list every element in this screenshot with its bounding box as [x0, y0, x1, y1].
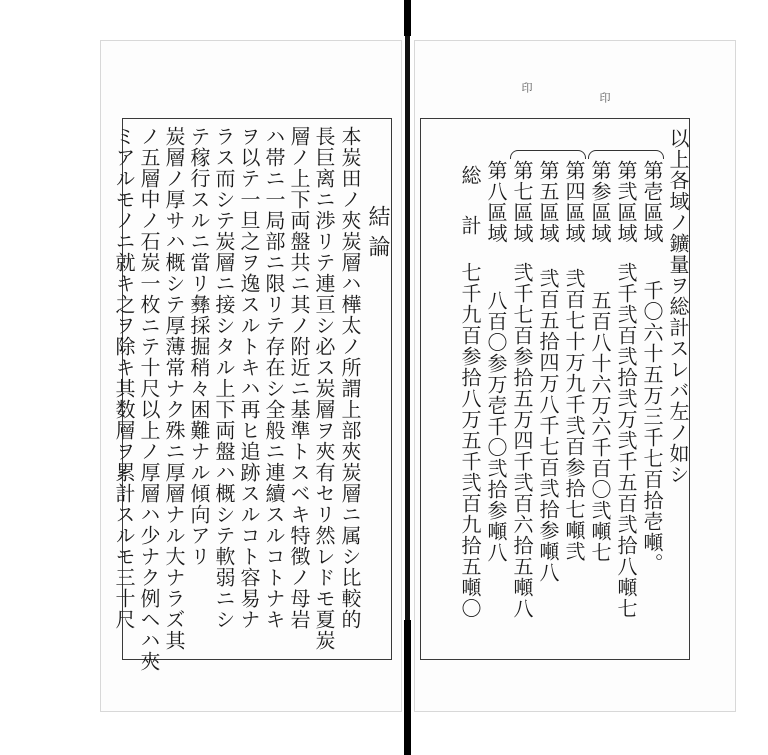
binding-top-mark — [404, 0, 411, 36]
region-value: 弐百五拾四万八千七百弐拾参噸八 — [536, 268, 560, 583]
conclusion-line-9: ノ五層中ノ石炭一枚ニテ十尺以上ノ厚層ハ少ナク例ヘハ夾 — [137, 126, 161, 672]
seal-stamp: 印 — [520, 82, 533, 93]
region-label: 第壱區域 — [640, 160, 664, 244]
region-label: 第五區域 — [536, 160, 560, 244]
conclusion-line-5: ヲ以テ一旦之ヲ逸スルトキハ再ヒ追跡スルコト容易ナ — [237, 126, 261, 630]
region-value: 千〇六十五万三千七百拾壱噸。 — [640, 280, 664, 574]
conclusion-line-10: ミアルモノニ就キ之ヲ除キ其数層ヲ累計スルモ三十尺 — [112, 126, 136, 630]
region-value: 五百八十六万六千百〇弐噸七 — [588, 290, 612, 563]
summary-intro: 以上各域ノ鑛量ヲ総計スレバ左ノ如シ — [666, 128, 690, 485]
region-label: 第八區域 — [484, 160, 508, 244]
seal-stamp: 印 — [598, 92, 611, 103]
region-label: 第七區域 — [510, 160, 534, 244]
conclusion-line-3: 層ノ上下両盤共ニ其ノ附近ニ基準トスベキ特徴ノ母岩 — [287, 126, 311, 630]
total-value: 七千九百参拾八万五千弐百九拾五噸〇 — [458, 262, 482, 619]
total-label: 総計 — [458, 165, 482, 265]
region-group-brace — [510, 150, 586, 159]
conclusion-line-2: 長巨离ニ渉リテ連亘シ必ス炭層ヲ夾有セリ然レドモ夏炭 — [312, 126, 336, 651]
region-group-brace — [588, 150, 664, 159]
conclusion-line-7: テ稼行スルニ當リ彝採掘稍々困難ナル傾向アリ — [187, 126, 211, 567]
conclusion-line-6: ラス而シテ炭層ニ接シタル上下両盤ハ概シテ軟弱ニシ — [212, 126, 236, 630]
region-value: 弐百七十万九千弐百参拾七噸弐 — [562, 268, 586, 562]
region-label: 第四區域 — [562, 160, 586, 244]
region-label: 第参區域 — [588, 160, 612, 244]
binding-bottom-mark — [404, 620, 411, 755]
region-value: 八百〇参万壱千〇弐拾参噸八 — [484, 290, 508, 563]
region-value: 弐千弐百弐拾弐万弐千五百弐拾八噸七 — [614, 262, 638, 619]
region-label: 第弐區域 — [614, 160, 638, 244]
conclusion-line-4: ハ帯ニ一局部ニ限リテ存在シ全般ニ連續スルコトナキ — [262, 126, 286, 630]
conclusion-line-1: 本炭田ノ夾炭層ハ樺太ノ所謂上部夾炭層ニ属シ比較的 — [338, 126, 362, 630]
conclusion-heading: 結論 — [365, 205, 390, 265]
region-value: 弐千七百参拾五万四千弐百六拾五噸八 — [510, 262, 534, 619]
conclusion-line-8: 炭層ノ厚サハ概シテ厚薄常ナク殊ニ厚層ナル大ナラズ其 — [162, 126, 186, 651]
